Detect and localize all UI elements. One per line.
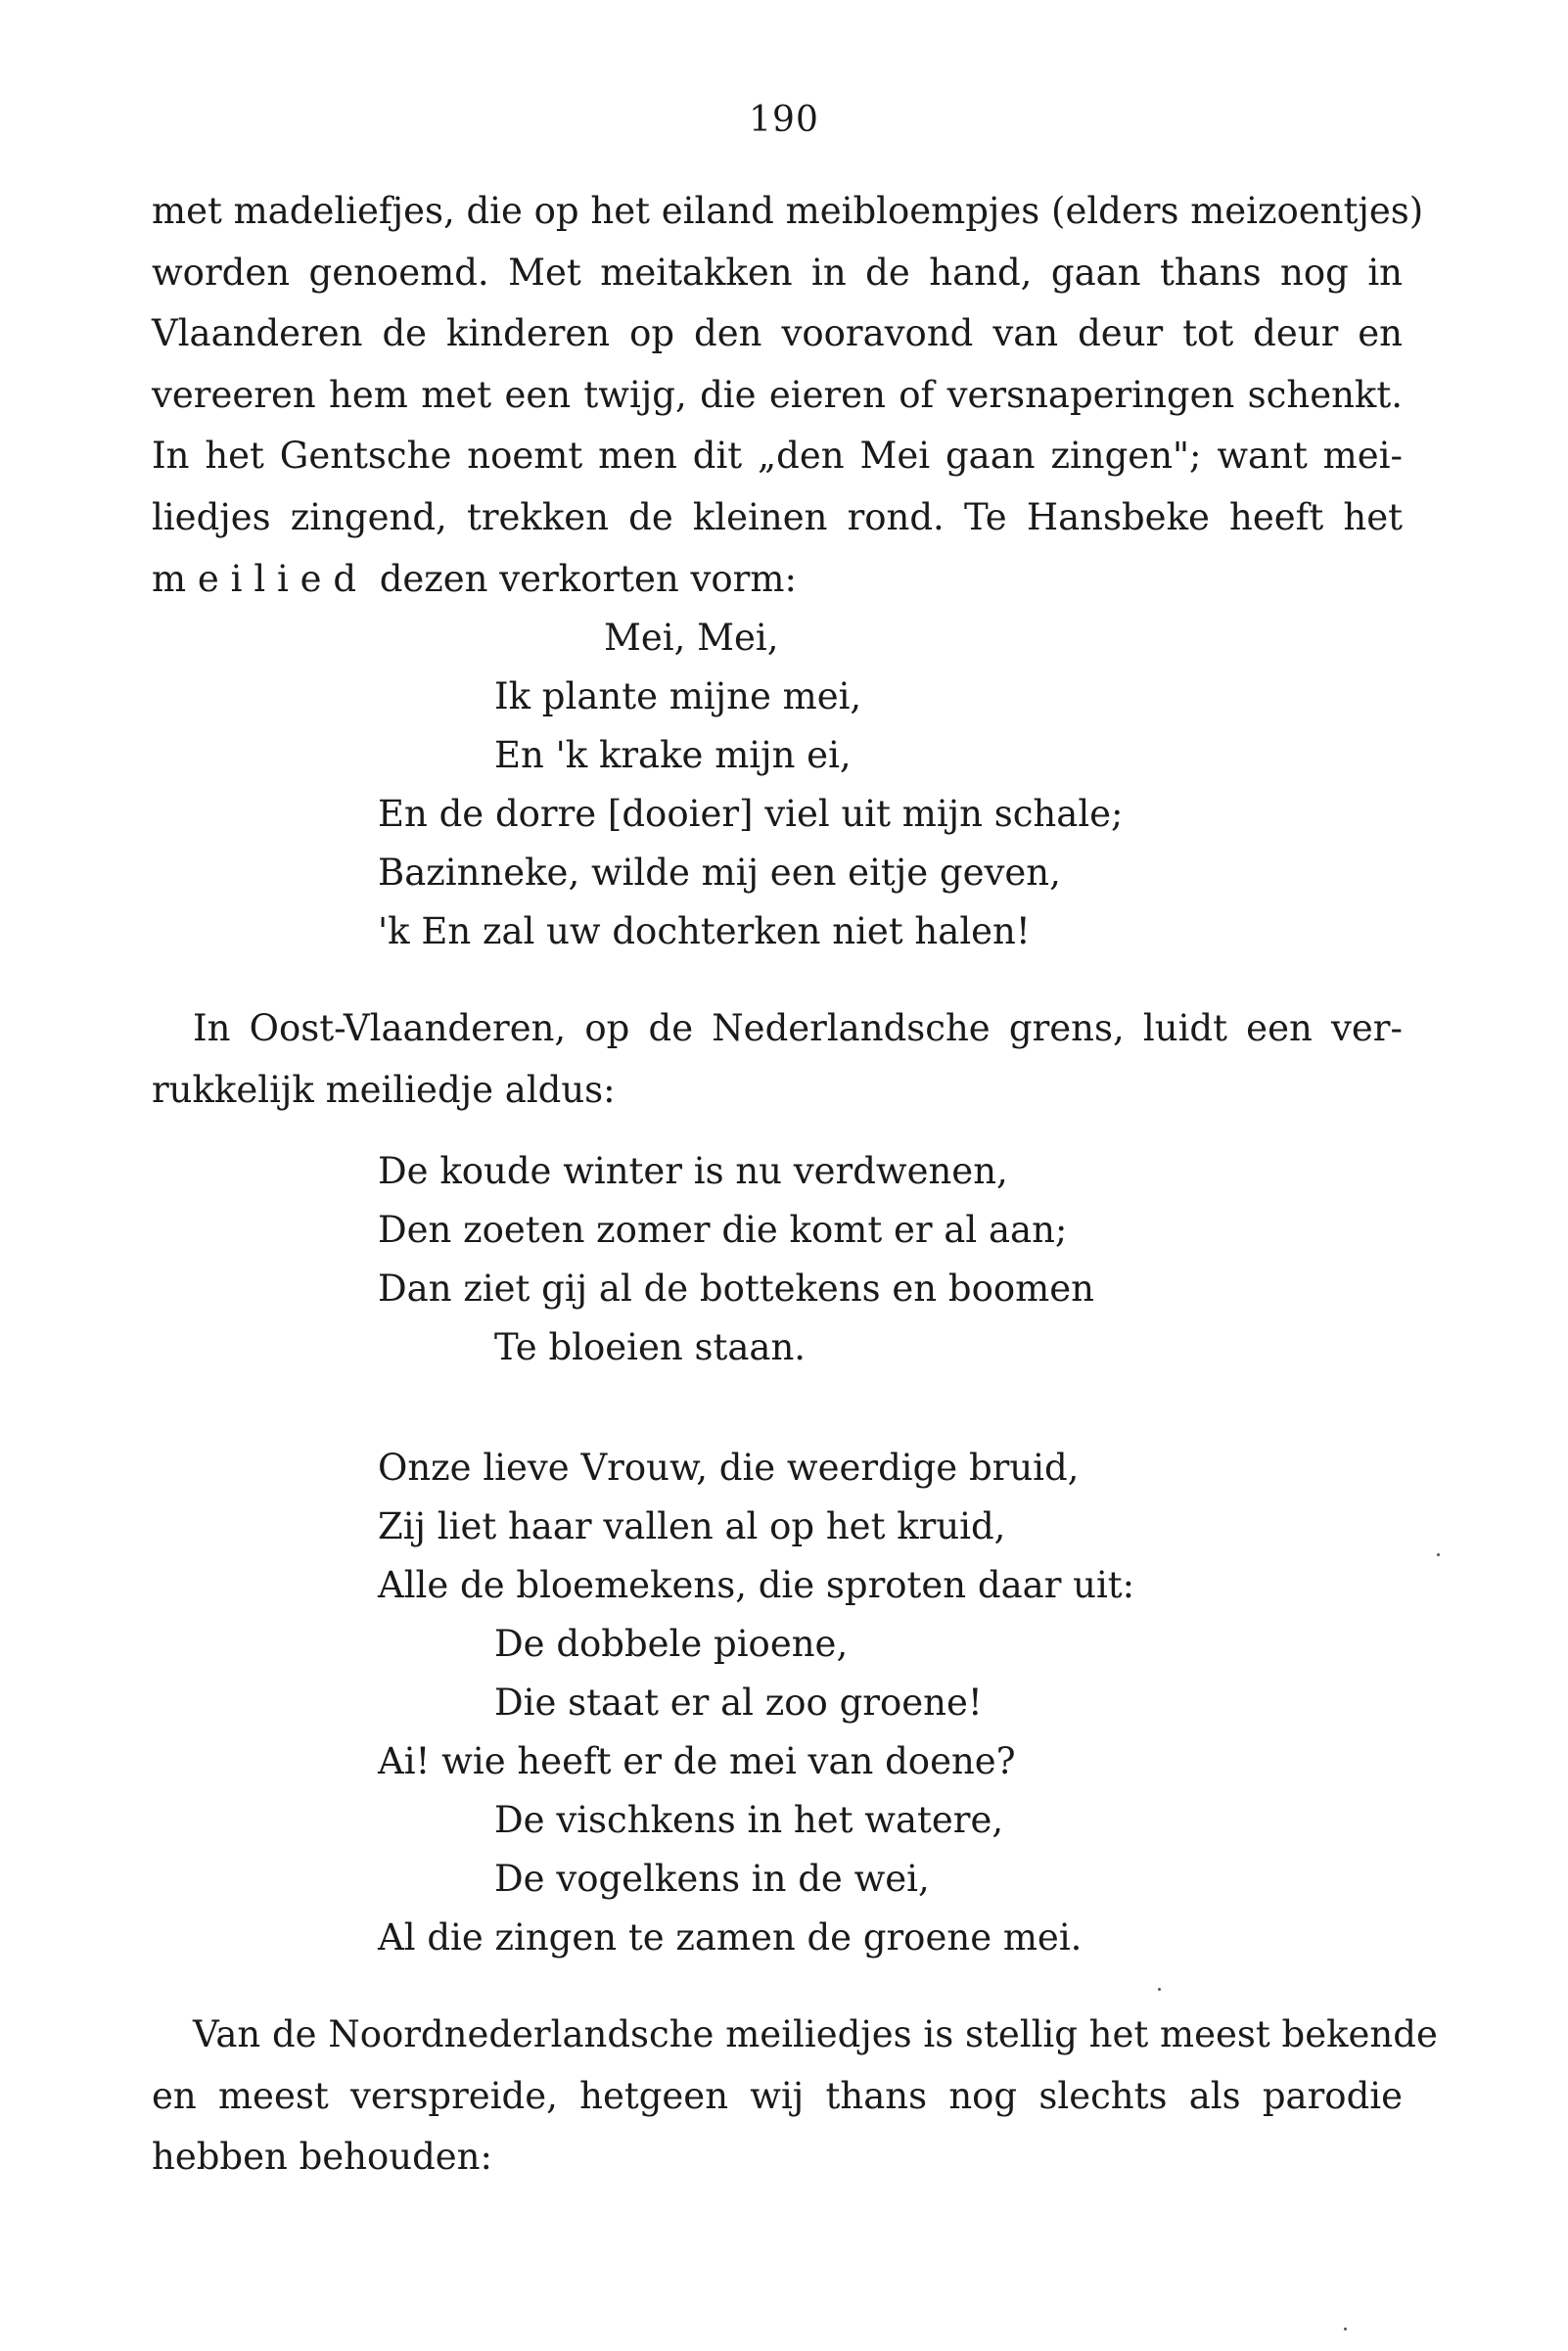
scan-speck: [1158, 1988, 1161, 1991]
paragraph-1: [152, 181, 1424, 610]
poem-1: [0, 609, 1124, 961]
verse-line: Zij liet haar vallen al op het kruid,: [378, 1505, 1006, 1547]
verse-line: Dan ziet gij al de bottekens en boomen: [378, 1268, 1094, 1310]
text-line: met madeliefjes, die op het eiland meibloempjes (elders meizoentjes): [152, 190, 1424, 232]
text-line: In het Gentsche noemt men dit „den Mei gaan zingen"; want mei-: [152, 435, 1403, 478]
verse-line: Al die zingen te zamen de groene mei.: [378, 1916, 1083, 1959]
verse-line: De dobbele pioene,: [494, 1623, 849, 1665]
verse-line: De vogelkens in de wei,: [494, 1858, 930, 1900]
spaced-term: meilied: [152, 557, 368, 600]
verse-line: En 'k krake mijn ei,: [494, 734, 852, 776]
verse-line: Den zoeten zomer die komt er al aan;: [378, 1209, 1068, 1251]
verse-line: Te bloeien staan.: [494, 1326, 807, 1368]
verse-line: Mei, Mei,: [604, 617, 779, 659]
verse-line: Bazinneke, wilde mij een eitje geven,: [378, 852, 1061, 894]
text-line: worden genoemd. Met meitakken in de hand, gaan thans nog in: [152, 251, 1403, 294]
page-number: 190: [749, 100, 819, 140]
text-line: Van de Noordnederlandsche meiliedjes is stellig het meest bekende: [193, 2013, 1438, 2055]
verse-line: Alle de bloemekens, die sproten daar uit:: [378, 1564, 1135, 1606]
paragraph-2: [152, 998, 1403, 1121]
text-line: liedjes zingend, trekken de kleinen rond. Te Hansbeke heeft het: [152, 495, 1403, 538]
verse-line: De vischkens in het watere,: [494, 1799, 1004, 1841]
verse-line: Die staat er al zoo groene!: [494, 1682, 983, 1724]
scan-speck: [1344, 2328, 1347, 2330]
verse-line: Ai! wie heeft er de mei van doene?: [378, 1740, 1016, 1782]
poem-2: [0, 1142, 1094, 1377]
text-fragment: dezen verkorten vorm:: [367, 557, 797, 600]
verse-line: 'k En zal uw dochterken niet halen!: [378, 910, 1031, 952]
text-line: hebben behouden:: [152, 2136, 492, 2179]
verse-line: De koude winter is nu verdwenen,: [378, 1150, 1008, 1192]
text-line: en meest verspreide, hetgeen wij thans nog slechts als parodie: [152, 2074, 1403, 2117]
verse-line: Onze lieve Vrouw, die weerdige bruid,: [378, 1447, 1080, 1489]
text-line: Vlaanderen de kinderen op den vooravond van deur tot deur en: [152, 312, 1403, 355]
text-line: [152, 549, 1403, 611]
text-line: rukkelijk meiliedje aldus:: [152, 1068, 616, 1111]
verse-line: Ik plante mijne mei,: [494, 675, 862, 717]
scan-speck: [1437, 1553, 1440, 1556]
text-line: In Oost-Vlaanderen, op de Nederlandsche grens, luidt een ver-: [193, 1007, 1403, 1049]
paragraph-3: [152, 2005, 1438, 2189]
verse-line: En de dorre [dooier] viel uit mijn schale;: [378, 793, 1124, 835]
poem-3: [0, 1439, 1134, 1967]
text-line: vereeren hem met een twijg, die eieren of versnaperingen schenkt.: [152, 373, 1403, 416]
